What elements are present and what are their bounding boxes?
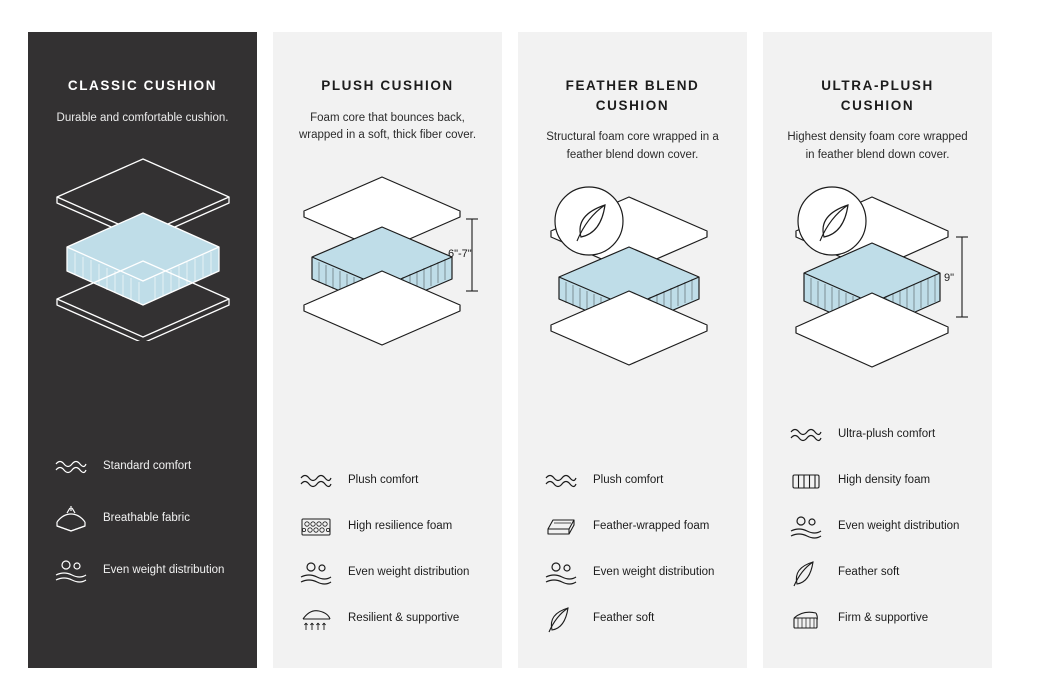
breathable-fabric-icon (52, 504, 90, 534)
waves-icon (297, 466, 335, 496)
feature-item (297, 512, 478, 542)
dimension-label: 9" (943, 271, 954, 284)
feature-item (297, 466, 478, 496)
feature-item (297, 558, 478, 588)
feature-label: Plush comfort (593, 474, 664, 487)
even-weight-icon (52, 556, 90, 586)
even-weight-icon (542, 558, 580, 588)
feature-label: Breathable fabric (103, 512, 190, 525)
leaf-badge (798, 187, 866, 255)
feature-label: Firm & supportive (838, 612, 929, 625)
panel-title: FEATHER BLEND CUSHION (565, 78, 700, 113)
panel-subtitle: Highest density foam core wrapped in feather blend down cover. (787, 131, 968, 161)
feature-item (787, 466, 968, 496)
feature-label: Plush comfort (348, 474, 419, 487)
resilient-support-icon (297, 604, 335, 634)
feature-label: Even weight distribution (593, 566, 715, 579)
feature-item (297, 604, 478, 634)
panel-feather-blend-cushion (518, 32, 747, 668)
feature-item (787, 512, 968, 542)
honeycomb-foam-icon (297, 512, 335, 542)
even-weight-icon (297, 558, 335, 588)
panel-title: ULTRA-PLUSH CUSHION (821, 78, 934, 113)
feather-icon (542, 604, 580, 634)
panel-subtitle: Durable and comfortable cushion. (56, 111, 229, 124)
panel-classic-cushion (28, 32, 257, 668)
feature-item (542, 512, 723, 542)
cushion-diagram-feather-blend (533, 179, 733, 379)
cushion-diagram-plush (288, 159, 488, 359)
feature-item (787, 420, 968, 450)
panel-ultra-plush-cushion (763, 32, 992, 668)
feature-item (52, 504, 233, 534)
high-density-foam-icon (787, 466, 825, 496)
feature-item (542, 466, 723, 496)
feature-label: Even weight distribution (348, 566, 470, 579)
feature-item (52, 556, 233, 586)
feature-list (538, 466, 727, 648)
cushion-diagram-classic (43, 141, 243, 341)
feature-label: Feather soft (593, 612, 655, 625)
even-weight-icon (787, 512, 825, 542)
feature-label: Resilient & supportive (348, 612, 460, 625)
feature-label: Ultra-plush comfort (838, 428, 936, 441)
waves-icon (542, 466, 580, 496)
firm-support-icon (787, 604, 825, 634)
panel-title: PLUSH CUSHION (321, 78, 454, 93)
feature-label: Even weight distribution (103, 564, 225, 577)
panel-subtitle: Foam core that bounces back, wrapped in a soft, thick fiber cover. (298, 111, 477, 142)
waves-icon (52, 452, 90, 482)
feature-label: Feather-wrapped foam (593, 520, 710, 533)
feature-list (783, 420, 972, 648)
cushion-diagram-ultra-plush (778, 179, 978, 379)
foam-block-icon (542, 512, 580, 542)
leaf-badge (555, 187, 623, 255)
feature-item (52, 452, 233, 482)
feature-item (787, 558, 968, 588)
feature-label: Feather soft (838, 566, 900, 579)
feature-item (542, 558, 723, 588)
feature-label: High resilience foam (348, 520, 453, 533)
waves-icon (787, 420, 825, 450)
panel-title: CLASSIC CUSHION (67, 78, 218, 93)
feature-list (48, 452, 237, 648)
feature-label: High density foam (838, 474, 931, 487)
dimension-label: 6"-7" (447, 248, 472, 261)
panel-plush-cushion (273, 32, 502, 668)
feature-list (293, 466, 482, 648)
panel-subtitle: Structural foam core wrapped in a feather blend down cover. (546, 131, 719, 161)
feature-item (542, 604, 723, 634)
feature-label: Even weight distribution (838, 520, 960, 533)
feather-icon (787, 558, 825, 588)
feature-item (787, 604, 968, 634)
feature-label: Standard comfort (103, 460, 192, 473)
